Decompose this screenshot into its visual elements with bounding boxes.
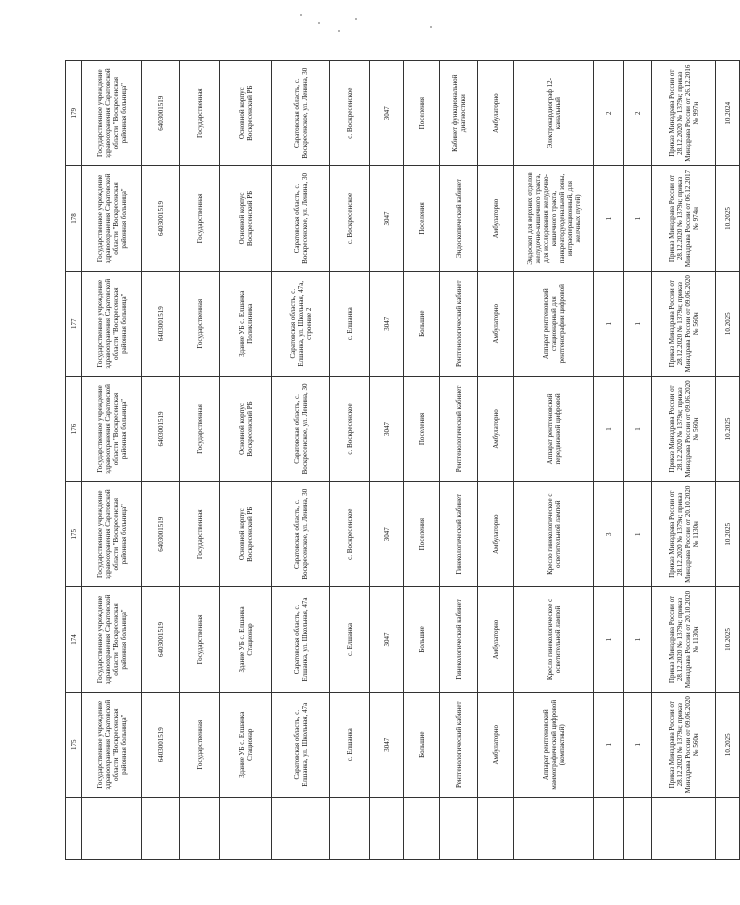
table-cell-address: Саратовская область, с. Воскресенское, ул. Ленина, 30 [272, 166, 330, 271]
table-row [82, 61, 142, 860]
table-cell-qty-b: 1 [624, 587, 652, 692]
table-cell-margin [716, 797, 740, 859]
table-cell-margin [330, 797, 370, 859]
table-cell-num: 178 [66, 166, 82, 271]
table-cell-locality: с. Воскресенское [330, 482, 370, 587]
table-cell-care: Амбулаторно [478, 166, 514, 271]
equipment-table [65, 60, 740, 860]
table-row [514, 61, 594, 860]
table-cell-address: Саратовская область, с. Елшанка, ул. Школьная, 47а [272, 587, 330, 692]
table-cell-room: Гинекологический кабинет [440, 482, 478, 587]
table-cell-address: Саратовская область, с. Воскресенское, ул. Ленина, 30 [272, 482, 330, 587]
scan-speck [318, 22, 320, 24]
table-cell-org: Государственное учреждение здравоохранения Саратовской области "Воскресенская районная больница" [82, 166, 142, 271]
table-cell-margin [82, 797, 142, 859]
table-cell-inn: 6403001519 [142, 482, 180, 587]
table-cell-settlement-type: Поселения [404, 61, 440, 166]
table-cell-address: Саратовская область, с. Воскресенское, ул. Ленина, 30 [272, 61, 330, 166]
table-cell-oktmo: 3047 [370, 482, 404, 587]
table-cell-ownership: Государственная [180, 271, 220, 376]
table-cell-qty-a: 1 [594, 587, 624, 692]
table-cell-inn: 6403001519 [142, 61, 180, 166]
table-cell-margin [594, 797, 624, 859]
table-cell-building: Основной корпус Воскресенский РБ [220, 166, 272, 271]
table-cell-building: Основной корпус Воскресенский РБ [220, 482, 272, 587]
table-cell-inn: 6403001519 [142, 376, 180, 481]
table-cell-date: 10.2025 [716, 692, 740, 797]
table-cell-margin [440, 797, 478, 859]
table-cell-oktmo: 3047 [370, 61, 404, 166]
table-cell-margin [180, 797, 220, 859]
table-cell-settlement-type: Большие [404, 271, 440, 376]
table-cell-settlement-type: Поселения [404, 376, 440, 481]
scan-speck [430, 26, 432, 28]
table-row [594, 61, 624, 860]
table-cell-room: Рентгенологический кабинет [440, 271, 478, 376]
table-cell-settlement-type: Большие [404, 587, 440, 692]
table-cell-qty-b: 1 [624, 271, 652, 376]
table-cell-basis: Приказ Минздрава России от 28.12.2020 № 1379н; приказ Минздрава России от 09.06.2020 № 560н [652, 271, 716, 376]
table-cell-care: Амбулаторно [478, 587, 514, 692]
table-cell-inn: 6403001519 [142, 271, 180, 376]
table-cell-qty-b: 1 [624, 692, 652, 797]
table-cell-date: 10.2025 [716, 376, 740, 481]
table-cell-ownership: Государственная [180, 376, 220, 481]
table-cell-oktmo: 3047 [370, 376, 404, 481]
table-cell-org: Государственное учреждение здравоохранения Саратовской области "Воскресенская районная больница" [82, 692, 142, 797]
table-cell-org: Государственное учреждение здравоохранения Саратовской области "Воскресенская районная больница" [82, 482, 142, 587]
table-row [404, 61, 440, 860]
table-wrapper [65, 60, 732, 860]
table-cell-locality: с. Елшанка [330, 692, 370, 797]
table-row [66, 61, 82, 860]
table-cell-ownership: Государственная [180, 61, 220, 166]
table-cell-equipment: Аппарат рентгеновский передвижной цифровой [514, 376, 594, 481]
table-cell-date: 10.2024 [716, 61, 740, 166]
table-row [440, 61, 478, 860]
table-cell-room: Гинекологический кабинет [440, 587, 478, 692]
table-cell-date: 10.2025 [716, 271, 740, 376]
table-cell-equipment: Аппарат рентгеновский маммографический цифровой (компактный) [514, 692, 594, 797]
table-cell-basis: Приказ Минздрава России от 28.12.2020 № 1379н; приказ Минздрава России от 26.12.2016 № 997н [652, 61, 716, 166]
table-cell-building: Здание УБ с. Елшанка Стационар [220, 587, 272, 692]
table-cell-ownership: Государственная [180, 482, 220, 587]
table-row [220, 61, 272, 860]
table-cell-equipment: Аппарат рентгеновский стационарный для рентгенографии цифровой [514, 271, 594, 376]
table-cell-qty-a: 3 [594, 482, 624, 587]
table-cell-settlement-type: Большие [404, 692, 440, 797]
table-cell-room: Кабинет функциональной диагностики [440, 61, 478, 166]
table-cell-building: Основной корпус Воскресенский РБ [220, 376, 272, 481]
table-cell-equipment: Эндоскоп для верхних отделов желудочно-кишечного тракта, для исследования желудочно-кишечного тракта, панкреатодуоденальной зоны, интраоперационный, для желчных путей) [514, 166, 594, 271]
table-cell-equipment: Электрокардиограф 12-канальный [514, 61, 594, 166]
table-cell-basis: Приказ Минздрава России от 28.12.2020 № 1379н; приказ Минздрава России от 06.12.2017 № 974н [652, 166, 716, 271]
table-cell-org: Государственное учреждение здравоохранения Саратовской области "Воскресенская районная больница" [82, 271, 142, 376]
table-cell-building: Здание УБ с. Елшанка Поликлиника [220, 271, 272, 376]
table-cell-room: Рентгенологический кабинет [440, 376, 478, 481]
table-cell-locality: с. Воскресенское [330, 61, 370, 166]
table-cell-care: Амбулаторно [478, 61, 514, 166]
table-cell-qty-b: 2 [624, 61, 652, 166]
scan-speck [300, 14, 302, 16]
table-row [652, 61, 716, 860]
table-cell-equipment: Кресло гинекологическое с осветительной лампой [514, 482, 594, 587]
table-cell-ownership: Государственная [180, 587, 220, 692]
table-cell-locality: с. Воскресенское [330, 376, 370, 481]
table-cell-room: Эндоскопический кабинет [440, 166, 478, 271]
table-cell-building: Основной корпус Воскресенский РБ [220, 61, 272, 166]
table-cell-margin [404, 797, 440, 859]
table-row [330, 61, 370, 860]
table-cell-qty-a: 1 [594, 271, 624, 376]
table-cell-qty-a: 1 [594, 166, 624, 271]
table-cell-margin [624, 797, 652, 859]
table-row [716, 61, 740, 860]
table-cell-basis: Приказ Минздрава России от 28.12.2020 № 1379н; приказ Минздрава России от 09.06.2020 № 560н [652, 692, 716, 797]
table-cell-margin [272, 797, 330, 859]
table-cell-basis: Приказ Минздрава России от 28.12.2020 № 1379н; приказ Минздрава России от 20.10.2020 № 1130н [652, 482, 716, 587]
table-cell-care: Амбулаторно [478, 692, 514, 797]
table-cell-inn: 6403001519 [142, 692, 180, 797]
table-row [370, 61, 404, 860]
table-cell-oktmo: 3047 [370, 587, 404, 692]
table-cell-address: Саратовская область, с. Елшанка, ул. Школьная, 47а, строение 2 [272, 271, 330, 376]
table-row [478, 61, 514, 860]
table-cell-care: Амбулаторно [478, 376, 514, 481]
table-cell-basis: Приказ Минздрава России от 28.12.2020 № 1379н; приказ Минздрава России от 09.06.2020 № 560н [652, 376, 716, 481]
table-cell-locality: с. Елшанка [330, 271, 370, 376]
table-cell-qty-a: 1 [594, 376, 624, 481]
table-row [180, 61, 220, 860]
scan-speck [338, 30, 340, 32]
table-cell-qty-a: 2 [594, 61, 624, 166]
table-cell-num: 175 [66, 482, 82, 587]
table-cell-inn: 6403001519 [142, 166, 180, 271]
table-cell-address: Саратовская область, с. Воскресенское, ул. Ленина, 30 [272, 376, 330, 481]
table-cell-ownership: Государственная [180, 692, 220, 797]
table-row [142, 61, 180, 860]
table-cell-qty-a: 1 [594, 692, 624, 797]
table-cell-margin [220, 797, 272, 859]
table-cell-num: 179 [66, 61, 82, 166]
table-cell-margin [66, 797, 82, 859]
scan-speck [355, 18, 357, 20]
table-cell-care: Амбулаторно [478, 271, 514, 376]
table-cell-room: Рентгенологический кабинет [440, 692, 478, 797]
table-cell-qty-b: 1 [624, 166, 652, 271]
table-cell-margin [142, 797, 180, 859]
table-cell-building: Здание УБ с. Елшанка Стационар [220, 692, 272, 797]
table-cell-oktmo: 3047 [370, 166, 404, 271]
table-cell-org: Государственное учреждение здравоохранения Саратовской области "Воскресенская районная больница" [82, 61, 142, 166]
table-cell-settlement-type: Поселения [404, 166, 440, 271]
table-cell-address: Саратовская область, с. Елшанка, ул. Школьная, 47а [272, 692, 330, 797]
table-cell-ownership: Государственная [180, 166, 220, 271]
table-cell-org: Государственное учреждение здравоохранения Саратовской области "Воскресенская районная больница" [82, 587, 142, 692]
table-cell-oktmo: 3047 [370, 271, 404, 376]
table-cell-inn: 6403001519 [142, 587, 180, 692]
table-cell-margin [478, 797, 514, 859]
table-cell-margin [370, 797, 404, 859]
table-cell-qty-b: 1 [624, 376, 652, 481]
table-cell-num: 176 [66, 376, 82, 481]
table-cell-locality: с. Елшанка [330, 587, 370, 692]
table-cell-equipment: Кресло гинекологическое с осветительной лампой [514, 587, 594, 692]
table-cell-margin [514, 797, 594, 859]
table-cell-settlement-type: Поселения [404, 482, 440, 587]
table-cell-date: 10.2025 [716, 482, 740, 587]
table-cell-margin [652, 797, 716, 859]
table-cell-qty-b: 1 [624, 482, 652, 587]
table-cell-date: 10.2025 [716, 166, 740, 271]
table-cell-basis: Приказ Минздрава России от 28.12.2020 № 1379н; приказ Минздрава России от 20.10.2020 № 1130н [652, 587, 716, 692]
table-cell-care: Амбулаторно [478, 482, 514, 587]
table-cell-num: 177 [66, 271, 82, 376]
table-cell-num: 175 [66, 692, 82, 797]
table-cell-locality: с. Воскресенское [330, 166, 370, 271]
table-cell-num: 174 [66, 587, 82, 692]
table-cell-org: Государственное учреждение здравоохранения Саратовской области "Воскресенская районная больница" [82, 376, 142, 481]
table-cell-date: 10.2025 [716, 587, 740, 692]
table-row [272, 61, 330, 860]
table-row [624, 61, 652, 860]
table-cell-oktmo: 3047 [370, 692, 404, 797]
